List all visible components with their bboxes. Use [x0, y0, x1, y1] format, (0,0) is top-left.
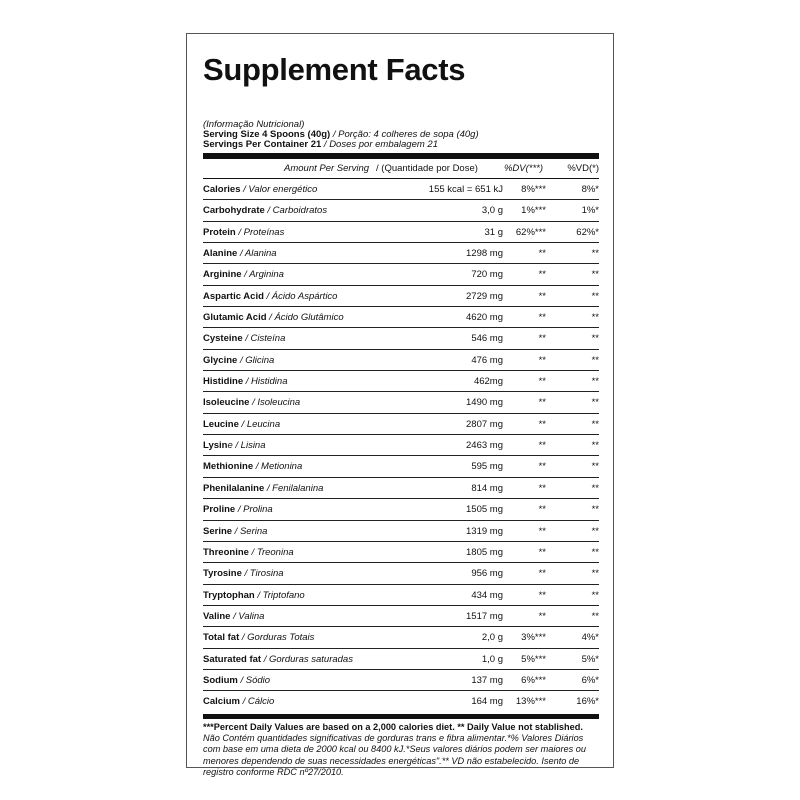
nutrient-amount: 4620 mg — [466, 312, 503, 324]
nutrient-name — [203, 547, 294, 558]
nutrient-name-pt: / Fenilalanina — [264, 482, 324, 494]
nutrient-row — [203, 264, 599, 285]
nutrient-vd: 1%* — [581, 205, 599, 217]
nutrient-row — [203, 243, 599, 264]
nutrient-name — [203, 248, 277, 259]
nutrient-dv: ** — [538, 568, 546, 580]
nutrient-name-en: Histidine — [203, 376, 244, 388]
nutrient-name-en: Alanine — [203, 248, 238, 260]
nutrient-dv: ** — [538, 248, 546, 260]
nutrient-name-pt: / Valor energético — [240, 184, 318, 195]
nutrient-amount: 137 mg — [471, 674, 503, 686]
nutrient-name-en: Serine — [203, 525, 233, 537]
nutrient-dv: ** — [538, 461, 546, 473]
nutrient-vd: 6%* — [581, 674, 599, 686]
nutrient-name — [203, 526, 267, 537]
nutrient-dv: ** — [538, 312, 546, 324]
nutrient-amount: 2463 mg — [466, 440, 503, 452]
nutrient-name — [203, 483, 323, 494]
nutrient-name — [203, 504, 273, 515]
nutrient-vd: ** — [591, 312, 599, 324]
column-header — [203, 163, 599, 177]
nutrient-name-pt: / Prolina — [235, 504, 273, 516]
nutrient-name-pt: / Alanina — [237, 248, 277, 260]
nutrient-dv: 1%*** — [521, 205, 546, 217]
nutrient-amount: 164 mg — [471, 696, 503, 708]
nutrient-vd: ** — [591, 440, 599, 452]
nutrient-dv: 6%*** — [521, 674, 546, 686]
nutrient-name-en: Methionine — [203, 461, 254, 473]
nutrient-vd: ** — [591, 525, 599, 537]
panel-title: Supplement Facts — [203, 52, 466, 87]
nutrient-dv: ** — [538, 482, 546, 494]
nutrient-amount: 1,0 g — [481, 653, 503, 665]
nutrient-name-en: Carbohydrate — [203, 205, 265, 217]
nutrient-dv: ** — [538, 440, 546, 452]
nutrient-amount: 1505 mg — [466, 504, 503, 516]
nutrient-name-pt: / Triptofano — [254, 589, 305, 601]
nutrient-vd: 16%* — [576, 696, 599, 708]
nutrient-row — [203, 585, 599, 606]
nutrient-dv: ** — [538, 610, 546, 622]
nutrient-amount: 814 mg — [471, 482, 503, 494]
nutrient-vd: 62%* — [576, 226, 599, 238]
nutrient-name-en: Proline — [203, 504, 236, 516]
nutrient-row — [203, 414, 599, 435]
header-dv: %DV(***) — [503, 163, 543, 174]
nutrient-name — [203, 333, 285, 344]
nutrient-vd: ** — [591, 504, 599, 516]
nutrient-amount: 1517 mg — [466, 610, 503, 622]
nutrient-name-pt: / Treonina — [248, 546, 294, 558]
nutrient-name — [203, 654, 353, 665]
nutrient-row — [203, 371, 599, 392]
nutrient-name — [203, 205, 327, 216]
nutrient-vd: ** — [591, 461, 599, 473]
servings-per-container-label: Servings Per Container 21 — [203, 139, 322, 150]
nutrient-vd: ** — [591, 248, 599, 260]
nutrient-name-pt: / Proteínas — [235, 226, 285, 238]
nutrient-row — [203, 350, 599, 371]
nutrient-dv: ** — [538, 397, 546, 409]
nutrient-name-en: Leucine — [203, 418, 239, 430]
nutrient-dv: 8%*** — [521, 184, 546, 195]
nutrient-name-en: Phenilalanine — [203, 482, 265, 494]
nutrient-dv: ** — [538, 333, 546, 345]
supplement-facts-panel — [186, 33, 614, 777]
nutrient-name-en: Calcium — [203, 696, 240, 708]
nutrient-row — [203, 456, 599, 477]
nutrient-vd: ** — [591, 418, 599, 430]
nutrient-name-en: Lysin — [203, 440, 228, 452]
nutrient-amount: 155 kcal = 651 kJ — [428, 184, 503, 195]
nutrient-name-en: Valine — [203, 610, 231, 622]
nutrient-name-en: Glycine — [203, 354, 238, 366]
nutrient-name-en: Arginine — [203, 269, 242, 281]
nutrient-amount: 2807 mg — [466, 418, 503, 430]
nutrient-amount: 3,0 g — [481, 205, 503, 217]
nutrient-row — [203, 691, 599, 712]
nutrient-row — [203, 499, 599, 520]
nutrient-vd: ** — [591, 354, 599, 366]
nutrient-name-pt: / Valina — [230, 610, 265, 622]
nutrient-name — [203, 376, 287, 387]
nutrient-dv: 5%*** — [521, 653, 546, 665]
nutrient-row — [203, 392, 599, 413]
nutrient-amount: 1490 mg — [466, 397, 503, 409]
nutrient-name-pt: / Cisteína — [242, 333, 286, 345]
nutrient-row — [203, 542, 599, 563]
nutrient-name-en: Sodium — [203, 674, 238, 686]
nutrient-dv: ** — [538, 269, 546, 281]
footnotes — [203, 722, 599, 778]
nutrient-vd: ** — [591, 376, 599, 388]
nutrient-amount: 2,0 g — [481, 632, 503, 644]
nutrient-vd: 5%* — [581, 653, 599, 665]
nutrient-dv: ** — [538, 504, 546, 516]
nutrient-name — [203, 568, 284, 579]
nutrient-dv: ** — [538, 525, 546, 537]
nutrient-vd: ** — [591, 333, 599, 345]
serving-size-translation: / Porção: 4 colheres de sopa (40g) — [330, 129, 479, 140]
nutrient-name — [203, 611, 264, 622]
nutrient-name-en: Isoleucine — [203, 397, 250, 409]
nutrient-name-en: Protein — [203, 226, 236, 238]
nutrient-name-pt: / Ácido Glutâmico — [266, 312, 344, 324]
thick-divider-top — [203, 153, 599, 159]
nutrient-name-pt: / Leucina — [238, 418, 281, 430]
nutrient-vd: ** — [591, 269, 599, 281]
nutrient-name — [203, 312, 344, 323]
nutrient-name-pt: / Serina — [232, 525, 268, 537]
serving-size-label: Serving Size 4 Spoons (40g) — [203, 129, 331, 140]
nutrient-name-pt: / Isoleucina — [249, 397, 301, 409]
nutrient-name — [203, 269, 284, 280]
nutrient-name-en: Total fat — [203, 632, 240, 644]
nutrient-vd: 8%* — [581, 184, 599, 195]
nutrient-name-en: Threonine — [203, 546, 249, 558]
nutrient-dv: ** — [538, 376, 546, 388]
nutrient-name-en: Tryptophan — [203, 589, 255, 601]
nutrient-name — [203, 440, 266, 451]
nutrient-amount: 1319 mg — [466, 525, 503, 537]
nutrient-name-en: Cysteine — [203, 333, 243, 345]
nutrient-table — [203, 179, 599, 713]
nutrient-vd: ** — [591, 482, 599, 494]
nutrient-amount: 956 mg — [471, 568, 503, 580]
nutrient-name — [203, 397, 300, 408]
footnote-english: ***Percent Daily Values are based on a 2,000 calories diet. ** Daily Value not stablished. — [203, 722, 583, 732]
nutrient-name-en: Glutamic Acid — [203, 312, 267, 324]
thick-divider-bottom — [203, 714, 599, 719]
nutrient-name — [203, 291, 337, 302]
nutrient-row — [203, 649, 599, 670]
nutrient-dv: 3%*** — [521, 632, 546, 644]
nutrient-name — [203, 461, 302, 472]
header-amount: Amount Per Serving — [284, 163, 370, 174]
nutrient-amount: 476 mg — [471, 354, 503, 366]
nutrient-name — [203, 355, 274, 366]
nutrient-dv: ** — [538, 354, 546, 366]
subtitle-text: (Informação Nutricional) — [203, 119, 305, 130]
nutrient-name-pt: / Carboidratos — [264, 205, 328, 217]
nutrient-row — [203, 563, 599, 584]
nutrient-row — [203, 670, 599, 691]
nutrient-amount: 720 mg — [471, 269, 503, 281]
nutrient-vd: ** — [591, 546, 599, 558]
nutrient-amount: 434 mg — [471, 589, 503, 601]
nutrient-dv: ** — [538, 418, 546, 430]
nutrient-vd: ** — [591, 568, 599, 580]
nutrient-name — [203, 227, 284, 238]
nutrient-name-en: Tyrosine — [203, 568, 242, 580]
header-vd: %VD(*) — [567, 163, 599, 174]
nutrient-dv: ** — [538, 290, 546, 302]
nutrient-name-en: Aspartic Acid — [203, 290, 264, 302]
nutrient-dv: 62%*** — [515, 226, 546, 238]
nutrient-name-pt: / Histidina — [243, 376, 288, 388]
nutrient-amount: 546 mg — [471, 333, 503, 345]
nutrient-name-pt: / Sódio — [237, 674, 271, 686]
nutrient-row — [203, 328, 599, 349]
nutrient-name-en: Calories — [203, 184, 241, 195]
nutrient-name-pt: / Gorduras saturadas — [261, 653, 353, 665]
nutrient-name — [203, 590, 305, 601]
nutrient-row — [203, 179, 599, 200]
nutrient-name-pt: e / Lisina — [227, 440, 266, 452]
nutrient-vd: ** — [591, 589, 599, 601]
header-amount-pt: / (Quantidade por Dose) — [376, 163, 478, 174]
nutrient-name-pt: / Gorduras Totais — [239, 632, 315, 644]
nutrient-dv: 13%*** — [515, 696, 546, 708]
nutrient-name-pt: / Tirosina — [241, 568, 284, 580]
nutrient-amount: 595 mg — [471, 461, 503, 473]
nutrient-amount: 1805 mg — [466, 546, 503, 558]
nutrient-name-pt: / Glicina — [237, 354, 275, 366]
nutrient-name — [203, 419, 280, 430]
nutrient-vd: ** — [591, 610, 599, 622]
nutrient-name-en: Saturated fat — [203, 653, 262, 665]
nutrient-amount: 462mg — [473, 376, 503, 388]
nutrient-dv: ** — [538, 546, 546, 558]
nutrient-name — [203, 184, 317, 195]
nutrient-name-pt: / Arginina — [241, 269, 284, 281]
nutrient-vd: 4%* — [581, 632, 599, 644]
nutrient-row — [203, 222, 599, 243]
nutrient-amount: 1298 mg — [466, 248, 503, 260]
nutrient-amount: 31 g — [484, 226, 503, 238]
nutrient-name-pt: / Metionina — [253, 461, 303, 473]
servings-per-container — [203, 140, 438, 150]
nutrient-vd: ** — [591, 290, 599, 302]
footnote-portuguese: Não Contém quantidades significativas de gorduras trans e fibra alimentar.*% Valores Diários com base em uma dieta de 2000 kcal ou 8400 kJ.*Seus valores diários podem ser maiores ou menores dependendo de suas necessidades energéticas".** VD não estabelecido. Isento de registro conforme RDC nº27/2010. — [203, 733, 587, 777]
nutrient-name-pt: / Ácido Aspártico — [263, 290, 338, 302]
nutrient-row — [203, 478, 599, 499]
nutrient-name — [203, 696, 274, 707]
nutrient-row — [203, 627, 599, 648]
nutrient-dv: ** — [538, 589, 546, 601]
nutrient-row — [203, 521, 599, 542]
nutrient-row — [203, 286, 599, 307]
nutrient-name — [203, 675, 270, 686]
servings-per-container-translation: / Doses por embalagem 21 — [321, 139, 438, 150]
nutrient-amount: 2729 mg — [466, 290, 503, 302]
nutrient-name-pt: / Cálcio — [239, 696, 275, 708]
nutrient-row — [203, 435, 599, 456]
nutrient-row — [203, 200, 599, 221]
nutrient-name — [203, 632, 314, 643]
nutrient-row — [203, 307, 599, 328]
nutrient-row — [203, 606, 599, 627]
nutrient-vd: ** — [591, 397, 599, 409]
